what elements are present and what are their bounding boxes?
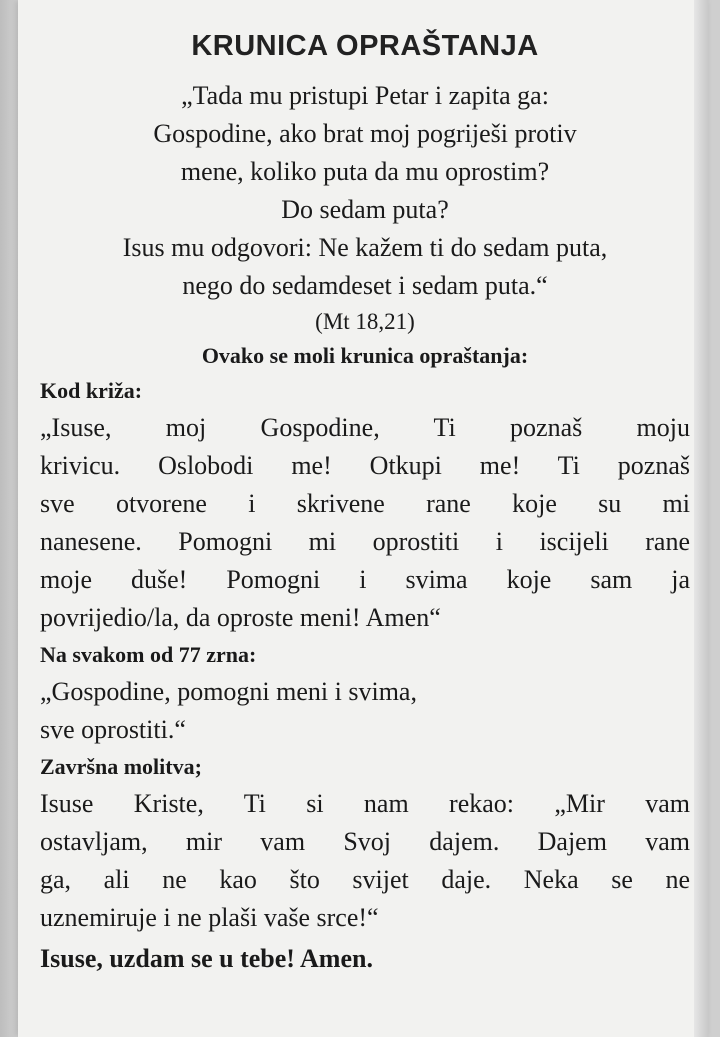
prayer-line: nanesene. Pomogni mi oprostiti i iscijeli rane bbox=[40, 527, 690, 556]
prayer-line: Isuse Kriste, Ti si nam rekao: „Mir vam bbox=[40, 789, 690, 818]
prayer-line: moje duše! Pomogni i svima koje sam ja bbox=[40, 565, 690, 594]
beads-prayer bbox=[40, 673, 690, 749]
prayer-line: sve oprostiti.“ bbox=[40, 715, 186, 744]
quote-line: „Tada mu pristupi Petar i zapita ga: bbox=[181, 81, 549, 110]
prayer-line: ga, ali ne kao što svijet daje. Neka se ne bbox=[40, 865, 690, 894]
instructions-heading: Ovako se moli krunica opraštanja: bbox=[201, 343, 529, 368]
closing-line: Isuse, uzdam se u tebe! Amen. bbox=[40, 944, 373, 973]
quote-line: Do sedam puta? bbox=[281, 195, 449, 224]
cross-prayer bbox=[40, 409, 690, 637]
beads-heading: Na svakom od 77 zrna: bbox=[40, 642, 257, 667]
final-prayer bbox=[40, 785, 690, 937]
prayer-line: krivicu. Oslobodi me! Otkupi me! Ti poznaš bbox=[40, 451, 690, 480]
prayer-line: ostavljam, mir vam Svoj dajem. Dajem vam bbox=[40, 827, 690, 856]
prayer-line: „Isuse, moj Gospodine, Ti poznaš moju bbox=[40, 413, 690, 442]
scripture-quote bbox=[40, 77, 690, 305]
quote-line: Gospodine, ako brat moj pogriješi protiv bbox=[153, 119, 577, 148]
final-prayer-heading: Završna molitva; bbox=[40, 754, 202, 779]
paper-fold-right bbox=[694, 0, 708, 1037]
prayer-content bbox=[40, 0, 690, 979]
quote-line: Isus mu odgovori: Ne kažem ti do sedam puta, bbox=[122, 233, 608, 262]
prayer-line: „Gospodine, pomogni meni i svima, bbox=[40, 677, 417, 706]
scripture-reference: (Mt 18,21) bbox=[315, 309, 415, 334]
prayer-line: uznemiruje i ne plaši vaše srce!“ bbox=[40, 903, 379, 932]
quote-line: nego do sedamdeset i sedam puta.“ bbox=[182, 271, 548, 300]
prayer-line: sve otvorene i skrivene rane koje su mi bbox=[40, 489, 690, 518]
page-title: KRUNICA OPRAŠTANJA bbox=[191, 30, 539, 62]
quote-line: mene, koliko puta da mu oprostim? bbox=[180, 157, 550, 186]
cross-heading: Kod križa: bbox=[40, 378, 143, 403]
prayer-line: povrijedio/la, da oproste meni! Amen“ bbox=[40, 603, 441, 632]
